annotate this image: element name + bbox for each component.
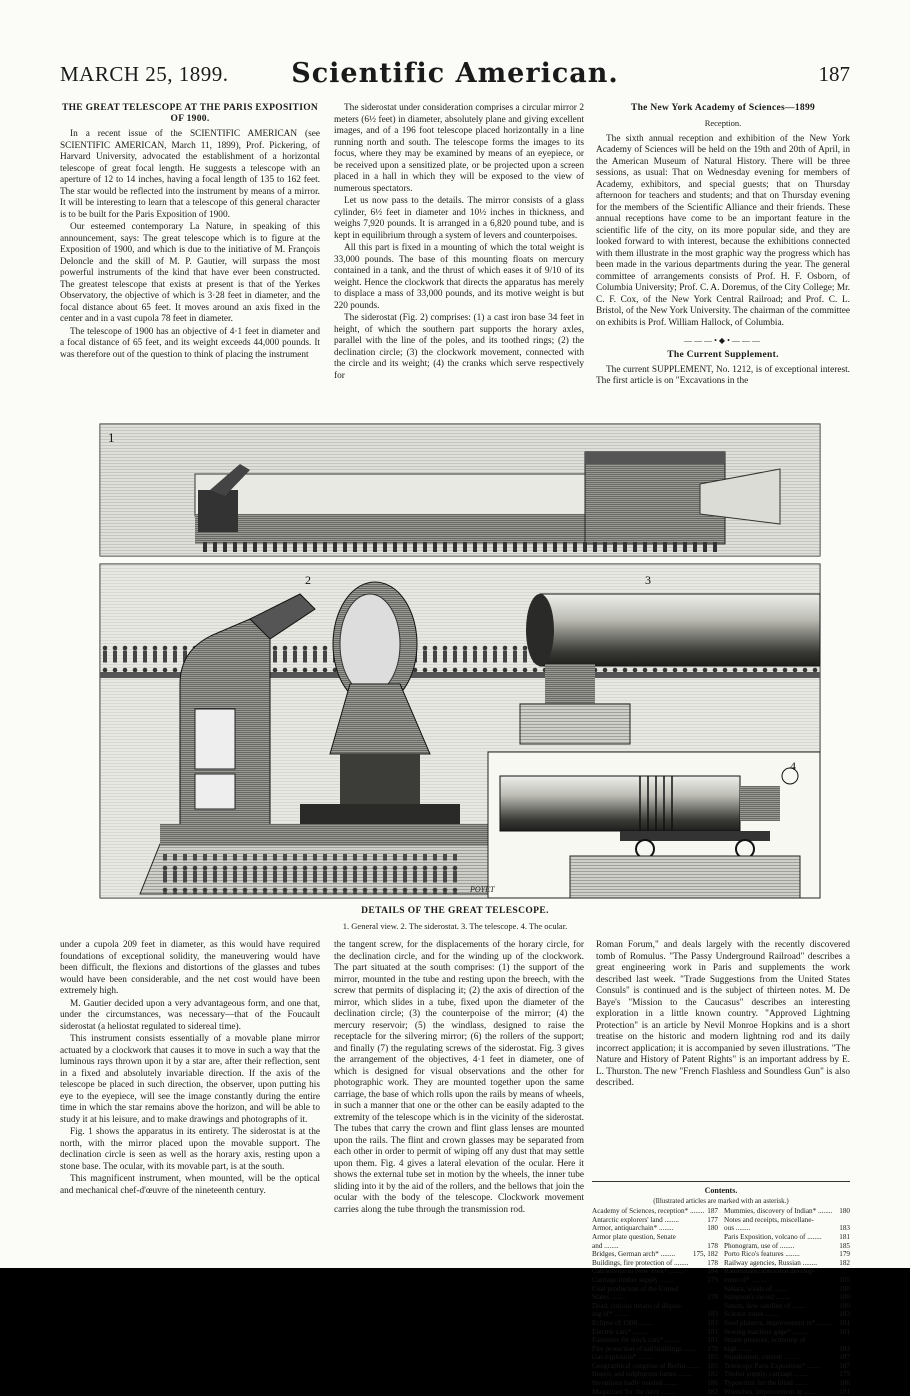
- paragraph: Fig. 1 shows the apparatus in its entirety. The siderostat is at the north, with the mirror placed upon the movable support. The declination circle is seen as well as the horary axis, resting upon a stone base. The ocular, with its movable part, is at the south.: [60, 1127, 320, 1172]
- contents-entry-title: Academy of Sciences, reception* ........: [592, 1207, 705, 1216]
- contents-entry-title: Fasteners for stock cars* ........: [592, 1336, 680, 1345]
- contents-entry: [592, 1370, 718, 1379]
- contents-entry: [592, 1267, 718, 1276]
- contents-entry-title: Typewriter for the blind ........: [724, 1379, 809, 1388]
- contents-entry-title: States ........: [592, 1293, 626, 1302]
- contents-entry-title: Steam pressure, economy of: [724, 1336, 806, 1345]
- contents-entry: [724, 1233, 850, 1242]
- contents-entry-title: Science notes ........: [724, 1310, 780, 1319]
- contents-entry: [592, 1302, 718, 1311]
- article-heading-academy: The New York Academy of Sciences—1899: [630, 103, 816, 113]
- contents-entry-title: Saturn, new satellite of ........: [724, 1301, 807, 1310]
- contents-entry-title: Supplement, current ........: [724, 1353, 799, 1362]
- contents-entry-title: and ........: [592, 1241, 619, 1250]
- paragraph: under a cupola 209 feet in diameter, as this would have required foundations of exceptional solidity, the maneuvering would have been difficult, the flexions and distortions of the glasses and tubes would have been considerable, and the net cost would have been extremely high.: [60, 940, 320, 996]
- contents-entry-page: 183: [707, 1310, 718, 1319]
- contents-entry-page: 187: [707, 1207, 718, 1216]
- contents-entry: [724, 1370, 850, 1379]
- contents-entry-page: 178: [707, 1344, 718, 1353]
- contents-entry-title: Eclipse of 1900 ........: [592, 1318, 654, 1327]
- engraving-image: [100, 424, 820, 898]
- contents-entry-page: 186: [707, 1379, 718, 1388]
- engraver-signature: POYET: [470, 885, 495, 894]
- figure-caption: DETAILS OF THE GREAT TELESCOPE.: [361, 906, 549, 916]
- contents-entry: [592, 1345, 718, 1354]
- paragraph: M. Gautier decided upon a very advantageous form, and one that, under the circumstances, was necessary—that of the Foucault siderostat (a heliostat regulated to sidereal time).: [60, 998, 320, 1032]
- column-3-top: [596, 103, 850, 389]
- contents-entry-page: 187: [839, 1353, 850, 1362]
- contents-entry: [724, 1362, 850, 1371]
- paragraph: The current SUPPLEMENT, No. 1212, is of exceptional interest. The first article is on "Excavations in the: [596, 364, 850, 386]
- contents-entry: [592, 1362, 718, 1371]
- contents-entry: [592, 1207, 718, 1216]
- contents-box: [592, 1187, 850, 1396]
- contents-entry: [724, 1328, 850, 1337]
- contents-entry-page: 178: [707, 1293, 718, 1302]
- contents-entry-title: high ........: [724, 1344, 753, 1353]
- contents-entry-title: Antarctic explorers' land ........: [592, 1215, 679, 1224]
- contents-entry-page: 181: [707, 1336, 718, 1345]
- contents-entry: [724, 1302, 850, 1311]
- contents-entry-page: 180: [839, 1284, 850, 1293]
- contents-entry: [724, 1293, 850, 1302]
- contents-entry-title: Wrenches, improvement in ........: [724, 1387, 818, 1396]
- contents-entry-page: 181: [839, 1387, 850, 1396]
- contents-entry-title: Fire protection of tall buildings ........: [592, 1344, 699, 1353]
- contents-entry-page: 177: [707, 1215, 718, 1224]
- contents-entry-page: 181: [839, 1327, 850, 1336]
- contents-entry: [724, 1345, 850, 1354]
- column-2-bottom: [334, 940, 584, 1217]
- contents-entry-page: 182: [707, 1387, 718, 1396]
- contents-entry-title: Magazines for the navy ........: [592, 1387, 676, 1396]
- paragraph: This instrument consists essentially of a movable plane mirror actuated by a clockwork that causes it to move in such a way that the luminous rays thrown upon it by a star are, after their reflection, sent in a fixed and absolutely invariable direction. If the axis of the telescope be placed in such direction, the observer, upon putting his eye to the eyepiece, will see the image constantly during the entire time in which the star remains above the horizon, and will be able to study it at his leisure, and to make drawings and photographs of it.: [60, 1034, 320, 1125]
- paragraph: The siderostat (Fig. 2) comprises: (1) a cast iron base 34 feet in height, of which the southern part supports the horary axles, parallel with the line of the poles, and its toothed rings; (2) the declination circle; (3) the clockwork movement, connected with the circle and its weight; (4) the cranks which serve respectively for: [334, 313, 584, 381]
- contents-entry: [592, 1233, 718, 1242]
- contents-entry-page: 180: [839, 1293, 850, 1302]
- contents-entry-title: Paris Exposition, volcano of ........: [724, 1232, 822, 1241]
- page-number: 187: [818, 62, 850, 86]
- contents-entry-page: 185: [839, 1241, 850, 1250]
- contents-entry: [724, 1216, 850, 1225]
- contents-entry-title: ing of* ........: [592, 1310, 629, 1319]
- contents-entry-page: 185: [707, 1361, 718, 1370]
- contents-entry: [724, 1267, 850, 1276]
- fig-label-3: 3: [645, 573, 651, 587]
- contents-entry-page: 178: [707, 1241, 718, 1250]
- contents-entry-page: 183: [839, 1310, 850, 1319]
- contents-entry: [592, 1242, 718, 1251]
- contents-entry-title: Seed planters, improvement in* ........: [724, 1318, 832, 1327]
- paragraph: Our esteemed contemporary La Nature, in speaking of this announcement, says: The great telescope which is to figure at the Exposition of 1900, and which is due to the initiative of M. François Deloncle and the skill of M. P. Gautier, will surpass the most powerful instruments of the kind that have ever been constructed. The greatest telescope that exists at present is that of the Yerkes Observatory, the objective of which is 3·28 feet in diameter, and the focal distance about 65 feet. It moves around an axis fixed in the center and in a vast cupola 78 feet in diameter.: [60, 222, 320, 324]
- contents-entry-title: ous ........: [724, 1224, 751, 1233]
- contents-entry: [592, 1310, 718, 1319]
- contents-entry: [724, 1250, 850, 1259]
- contents-entry-page: 181: [707, 1318, 718, 1327]
- contents-entry: [592, 1319, 718, 1328]
- contents-entry: [592, 1293, 718, 1302]
- contents-entry: [724, 1379, 850, 1388]
- contents-entry: [724, 1276, 850, 1285]
- contents-entry-page: 183: [839, 1224, 850, 1233]
- paragraph: This magnificent instrument, when mounted, will be the optical and mechanical chef-d'œuvre of the nineteenth century.: [60, 1174, 320, 1196]
- separator-ornament: ———•◆•———: [684, 336, 762, 345]
- contents-entry-title: Notes and receipts, miscellane-: [724, 1215, 814, 1224]
- contents-entry-page: 184: [707, 1267, 718, 1276]
- contents-entry-title: Insects and sulphurous fumes ........: [592, 1370, 694, 1379]
- contents-entry: [592, 1328, 718, 1337]
- contents-entry: [724, 1336, 850, 1345]
- contents-entry-page: 180: [839, 1207, 850, 1216]
- contents-entry-title: Inventions badly needed ........: [592, 1379, 679, 1388]
- contents-entry-title: Mummies, discovery of Indian* ........: [724, 1207, 833, 1216]
- contents-entry-title: Sampson's sword ........: [724, 1293, 790, 1302]
- contents-entry: [724, 1388, 850, 1396]
- contents-entry-title: Rattlesnake, abnormal develop-: [724, 1267, 816, 1276]
- contents-entry-title: Gas explosion* ........: [592, 1353, 653, 1362]
- contents-entry-page: 185: [839, 1275, 850, 1284]
- contents-title: Contents.: [704, 1186, 738, 1195]
- fig-label-1: 1: [108, 430, 115, 445]
- issue-date: MARCH 25, 1899.: [60, 62, 229, 86]
- contents-entry: [592, 1388, 718, 1396]
- contents-entry-page: 179: [839, 1370, 850, 1379]
- paragraph: The siderostat under consideration comprises a circular mirror 2 meters (6½ feet) in diameter, absolutely plane and giving excellent images, and of a 196 foot telescope placed horizontally in a line running north and south. The telescope forms the images to its focus, where they may be examined by means of an eyepiece, or be received upon a sensitized plate, or be projected upon a screen placed in a hall in which they will be exposed to the view of numerous spectators.: [334, 103, 584, 194]
- paragraph: In a recent issue of the SCIENTIFIC AMERICAN (see SCIENTIFIC AMERICAN, March 11, 1899), Prof. Pickering, of Harvard University, advocated the establishment of a horizontal telescope of great focal length. He suggests a telescope with an aperture of 12 to 14 inches, having a focal length of 135 to 162 feet. The star would be reflected into the instrument by means of a mirror. It will be interesting to learn that a telescope of this general character is to be built for the Paris Exposition of 1900.: [60, 129, 320, 220]
- contents-entry-page: 182: [707, 1370, 718, 1379]
- masthead-title: Scientific American.: [291, 58, 619, 89]
- contents-entry-title: Sahara, winds of ........: [724, 1284, 789, 1293]
- paragraph: The sixth annual reception and exhibition of the New York Academy of Sciences will be held on the 19th and 20th of April, in the American Museum of Natural History. There will be three sessions, as usual: That on Wednesday evening for members of Academy, exhibitors, and special guests; that on Thursday afternoon for teachers and students; and that on Thursday evening for the members of the Scientific Alliance and their friends. These annual receptions have come to be an important feature in the scientific life of the city, on its more popular side, and they are looked forward to with interest, because the exhibitions connected with them illustrate in the most graphic way the progress which has been made in the various departments during the year. The general committee of arrangements consists of Prof. H. F. Osborn, of Columbia University; Prof. C. A. Doremus, of the City College; Mr. C. F. Cox, of the New York Central Railroad; and Prof. C. L. Bristol, of the New York University. The chairman of the committee on exhibits is Prof. William Hallock, of Columbia.: [596, 133, 850, 328]
- article-heading-telescope: THE GREAT TELESCOPE AT THE PARIS EXPOSITION OF 1900.: [61, 103, 319, 124]
- contents-entry-title: ment of* ........: [724, 1275, 766, 1284]
- contents-entry-title: Armor plate question, Senate: [592, 1232, 676, 1241]
- contents-entry-title: Cab service in New York* ........: [592, 1267, 684, 1276]
- paragraph: All this part is fixed in a mounting of which the total weight is 33,000 pounds. The base of this mounting floats on mercury contained in a tank, and the thrust of which eases it of 9/10 of its weight. Hence the clockwork that directs the apparatus has merely to displace a mass of 33,000 pounds, and its motive weight is but 220 pounds.: [334, 243, 584, 311]
- contents-divider: [592, 1181, 850, 1182]
- contents-entry-title: Phonogram, use of ........: [724, 1241, 795, 1250]
- contents-entry-title: Telescope Paris Exposition* ........: [724, 1361, 822, 1370]
- contents-entry: [592, 1336, 718, 1345]
- contents-entry: [592, 1379, 718, 1388]
- contents-entry-title: Bridges, German arch* ........: [592, 1250, 676, 1259]
- contents-entry-title: Geographical congress of Berlin ........: [592, 1361, 702, 1370]
- column-3-bottom: [596, 940, 850, 1091]
- contents-note: (Illustrated articles are marked with an asterisk.): [653, 1196, 789, 1205]
- contents-entry: [592, 1224, 718, 1233]
- contents-left-column: [592, 1207, 718, 1396]
- contents-entry-title: Porto Rico's features ........: [724, 1250, 800, 1259]
- paragraph: Roman Forum," and deals largely with the recently discovered tomb of Romulus. "The Passy Underground Railroad" describes a great engineering work in Paris and supplements the work described last week. "Trade Suggestions from the United States Consuls" is continued and is the subject of thirteen notes. M. De Baye's "Mission to the Caucasus" describes an interesting exploration in a little known country. "Approved Lightning Protection" is an article by Nevil Monroe Hopkins and is a short treatise on the historic and modern lightning rod and its daily incorrect application; it is accompanied by seven illustrations. "The Nature and History of Patent Rights" is an important address by E. L. Thurston. The new "French Flashless and Soundless Gun" is also described.: [596, 940, 850, 1088]
- contents-entry: [724, 1319, 850, 1328]
- contents-entry: [592, 1285, 718, 1294]
- column-2-top: [334, 103, 584, 383]
- contents-entry: [724, 1259, 850, 1268]
- contents-entry-page: 181: [707, 1327, 718, 1336]
- contents-entry-page: 182: [839, 1258, 850, 1267]
- contents-entry: [592, 1216, 718, 1225]
- contents-entry-page: 180: [707, 1224, 718, 1233]
- contents-entry-title: Coal production of the United: [592, 1284, 679, 1293]
- contents-entry-title: Sewing machine gage* ........: [724, 1327, 807, 1336]
- column-1-bottom: [60, 940, 320, 1198]
- telescope-illustration: [100, 424, 820, 898]
- contents-entry-page: 178: [707, 1258, 718, 1267]
- contents-entry-page: 180: [839, 1301, 850, 1310]
- contents-entry: [592, 1276, 718, 1285]
- contents-entry-page: 181: [839, 1232, 850, 1241]
- paragraph: The telescope of 1900 has an objective of 4·1 feet in diameter and a focal distance of 65 feet, and its weight exceeds 44,000 pounds. It was therefore out of the question to think of placing the instrument: [60, 326, 320, 360]
- fig-label-4: 4: [790, 759, 796, 773]
- figure-subcaption: 1. General view. 2. The siderostat. 3. The telescope. 4. The ocular.: [342, 921, 568, 931]
- contents-entry: [724, 1207, 850, 1216]
- contents-entry-title: Electric cars* ........: [592, 1327, 648, 1336]
- contents-entry: [724, 1310, 850, 1319]
- paragraph: the tangent screw, for the displacements of the horary circle, for the declination circle, and for the winding up of the clockwork. The part situated at the south comprises: (1) the support of the mirror, mounted in the tube and resting upon the breech, with the screw that permits of displacing it; (2) the axis of direction of the mirror, which slides in a tube, fixed upon the diameter of the declination circle; (3) the counterpoise of the mirror; (4) the mercury reservoir; (5) the windlass, designed to raise the receptacle for the silvering mirror; (6) the rollers of the support; and finally (7) the regulating screws of the siderostat. Fig. 3 gives the arrangement of the objectives, 4·1 feet in diameter, one of which is designed for visual observations and the other for photographic work. They are mounted together upon the same carriage, the base of which rolls upon the rails by means of wheels, in such a manner that one or the other can be easily adapted to the extremity of the telescope which is in the vicinity of the siderostat. The tubes that carry the crown and flint glass lenses are mounted upon the rails. The flint and crown glasses may be separated from each other in order to permit of wiping off any dust that may settle upon them. Fig. 4 gives a lateral elevation of the ocular. Here it shows the external tube set in motion by the wheels, the inner tube sliding into it by the aid of the rollers, and the bellows that join the ocular with the body of the telescope. Clockwork movement carries along the tube through the transmission rod.: [334, 940, 584, 1215]
- fig-label-2: 2: [305, 573, 311, 587]
- paragraph: Let us now pass to the details. The mirror consists of a glass cylinder, 6½ feet in diameter and 10½ inches in thickness, and weighs 7,920 pounds. It is arranged in a 6,820 pound tube, and is kept in equilibrium through a system of levers and counterpoises.: [334, 196, 584, 241]
- contents-entry-page: 179: [707, 1275, 718, 1284]
- contents-entry: [724, 1285, 850, 1294]
- contents-entry-page: 185: [707, 1353, 718, 1362]
- contents-entry-page: 186: [839, 1379, 850, 1388]
- contents-entry-title: Railway agencies, Russian ........: [724, 1258, 818, 1267]
- article-heading-supplement: The Current Supplement.: [667, 349, 779, 360]
- contents-entry-title: Carriage timber supply ........: [592, 1275, 675, 1284]
- contents-entry-page: 181: [839, 1318, 850, 1327]
- contents-right-column: [724, 1207, 850, 1396]
- contents-entry-page: 183: [839, 1344, 850, 1353]
- contents-entry-page: 187: [839, 1361, 850, 1370]
- contents-entry-page: 179: [839, 1250, 850, 1259]
- contents-entry: [724, 1242, 850, 1251]
- article-subheading: Reception.: [704, 118, 742, 128]
- contents-entry: [724, 1353, 850, 1362]
- contents-entry-title: Buildings, fire protection of ........: [592, 1258, 689, 1267]
- contents-entry-title: Timber supply, carriage ........: [724, 1370, 809, 1379]
- contents-entry: [592, 1353, 718, 1362]
- contents-entry: [724, 1224, 850, 1233]
- contents-entry: [592, 1250, 718, 1259]
- contents-entry-title: Armor, antiquarchain* ........: [592, 1224, 674, 1233]
- contents-entry-page: 175, 182: [692, 1250, 718, 1259]
- contents-entry: [592, 1259, 718, 1268]
- column-1-top: [60, 103, 320, 362]
- contents-entry-title: Dead, curious means of dispos-: [592, 1301, 683, 1310]
